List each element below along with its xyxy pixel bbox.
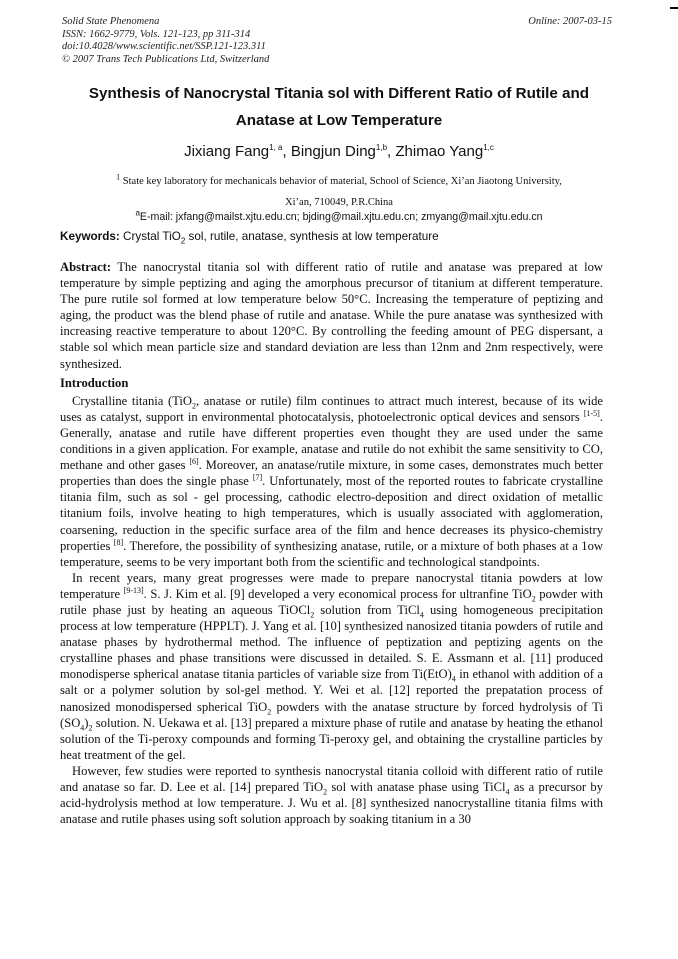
paper-body <box>60 259 603 827</box>
intro-paragraph-3 <box>60 763 603 827</box>
text-run: sol with anatase phase using TiCl <box>327 780 506 794</box>
affiliation <box>60 171 618 213</box>
copyright-line: © 2007 Trans Tech Publications Ltd, Switzerland <box>62 53 270 65</box>
author-separator: , <box>282 143 291 160</box>
subscript: 2 <box>267 707 272 717</box>
page-corner-mark <box>670 7 678 9</box>
subscript: 2 <box>192 401 197 411</box>
keywords <box>60 230 620 246</box>
doi-link[interactable]: doi:10.4028/www.scientific.net/SSP.121-123.311 <box>62 41 266 53</box>
paper-title <box>40 80 638 134</box>
author-affiliation-mark: 1, a <box>269 143 283 152</box>
subscript: 4 <box>451 674 456 684</box>
online-date: Online: 2007-03-15 <box>528 16 612 27</box>
citation[interactable]: [1-5] <box>583 408 600 418</box>
journal-name: Solid State Phenomena <box>62 16 160 27</box>
text-run: powders with the anatase structure by forced hydrolysis of Ti (SO <box>60 699 603 730</box>
text-run: . Moreover, an anatase/rutile mixture, in some cases, demonstrates much better properties than does the single phase <box>60 458 604 489</box>
issn-line: ISSN: 1662-9779, Vols. 121-123, pp 311-314 <box>62 28 251 40</box>
text-run: as a precursor by acid-hydrolysis method at low temperature. J. Wu et al. [8] synthesized nanocrystalline titania films with anatase and rutile phases using soft solution approach by soaking titanium in a 30 <box>60 780 603 827</box>
citation[interactable]: [7] <box>252 473 263 483</box>
abstract-text: The nanocrystal titania sol with different ratio of rutile and anatase was prepared at low temperature by simple peptizing and aging the amorphous precursor of titanium at different temperature. The pure rutile sol formed at low temperature below 50°C. Increasing the temperature of peptizing and aging, the product was the blend phase of rutile and anatase. While the pure anatase was synthesized with increasing reactive temperature to about 120°C. By controlling the feeding amount of PEG dispersant, a stable sol which mean particle size and standard deviation are less than 12nm and 2nm respectively, were synthesized. <box>60 260 603 371</box>
text-run: In recent years, many great progresses were made to prepare nanocrystal titania powders at low temperature <box>60 570 603 601</box>
affiliation-line-1 <box>60 171 618 192</box>
title-line-2: Anatase at Low Temperature <box>235 112 443 129</box>
journal-header <box>62 16 269 66</box>
subscript: 4 <box>419 610 424 620</box>
title-line-1: Synthesis of Nanocrystal Titania sol with Different Ratio of Rutile and <box>88 85 590 102</box>
email-mark: a <box>135 208 140 218</box>
keywords-text: sol, rutile, anatase, synthesis at low temperature <box>185 230 439 243</box>
author-separator: , <box>387 143 396 160</box>
text-run: solution. N. Uekawa et al. [13] prepared a mixture phase of rutile and anatase by heating the ethanol solution of the Ti-peroxy compounds and forming Ti-peroxy gel, and obtaining the crystalline particles by heat treatment of the gel. <box>60 715 603 762</box>
subscript: 2 <box>310 610 315 620</box>
abstract <box>60 259 603 372</box>
affiliation-text: State key laboratory for mechanicals behavior of material, School of Science, Xi’an Jiaotong University, <box>120 176 562 187</box>
text-run: powder with rutile phase just by heating an aqueous TiOCl <box>60 586 603 617</box>
text-run: However, few studies were reported to synthesis nanocrystal titania colloid with different ratio of rutile and anatase so far. D. Lee et al. [14] prepared TiO <box>60 763 603 794</box>
text-run: . S. J. Kim et al. [9] developed a very economical process for ultranfine TiO <box>143 586 532 601</box>
text-run: , anatase or rutile) film continues to attract much interest, because of its wide uses as catalyst, support in environmental photocatalysis, photoelectronic optical devices and sensors <box>60 393 604 424</box>
text-run: Crystalline titania (TiO <box>72 393 193 408</box>
email-addresses[interactable]: E-mail: jxfang@mailst.xjtu.edu.cn; bjding@mail.xjtu.edu.cn; zmyang@mail.xjtu.edu.cn <box>139 211 543 223</box>
subscript: 4 <box>505 787 510 797</box>
section-heading-introduction: Introduction <box>60 375 129 390</box>
citation[interactable]: [9-13] <box>123 585 144 595</box>
abstract-label: Abstract: <box>60 260 112 274</box>
subscript: 2 <box>88 723 93 733</box>
author-affiliation-mark: 1,c <box>483 143 494 152</box>
affiliation-line-2: Xi’an, 710049, P.R.China <box>285 197 393 208</box>
citation[interactable]: [8] <box>113 537 124 547</box>
text-run: ) <box>84 715 89 730</box>
intro-paragraph-2 <box>60 570 603 763</box>
text-run: . Unfortunately, most of the reported routes to fabricate crystalline titania film, such as sol - gel processing, cathodic electro-deposition and direct oxidation of metallic titanium foils, involve heating to high temperatures, which is usually associated with agglomeration, coarsening, reduction in the specific surface area of the film and hence decreases its physico-chemistry properties <box>60 474 604 553</box>
author-name: Jixiang Fang <box>184 143 270 160</box>
text-run: . Therefore, the possibility of synthesizing anatase, rutile, or a mixture of both phases at a 1ow temperature, seems to be very important both from the scientific and technological standpoints. <box>60 538 603 569</box>
subscript: 2 <box>323 787 328 797</box>
subscript: 2 <box>531 594 536 604</box>
subscript: 2 <box>180 236 186 246</box>
subscript: 4 <box>80 723 85 733</box>
author-name: Zhimao Yang <box>395 143 484 160</box>
email-line <box>0 208 678 223</box>
text-run: using homogeneous precipitation process at low temperature (HPPLT). J. Yang et al. [10] synthesized nanosized titania powders of rutile and anatase phases by hydrothermal method. The influence of peptization and peptizing agents on the crystalline phases and phase transitions were discussed in detailed. S. E. Assmann et al. [11] produced monodisperse spherical anatase titania particles of variable size from Ti(EtO) <box>60 602 604 682</box>
affiliation-mark: 1 <box>116 172 121 182</box>
keywords-label: Keywords: <box>60 230 120 243</box>
author-list <box>0 143 678 160</box>
text-run: in ethanol with addition of a salt or a polymer solution by sol-gel method. Y. Wei et al. [12] reported the prepatation process of nanosized monodispersed spherical TiO <box>60 667 604 714</box>
author-name: Bingjun Ding <box>290 143 376 160</box>
keywords-text: Crystal TiO <box>119 230 181 243</box>
text-run: solution from TiCl <box>314 602 420 617</box>
intro-paragraph-1 <box>60 393 603 570</box>
author-affiliation-mark: 1,b <box>375 143 388 152</box>
text-run: . Generally, anatase and rutile have different properties even thought they are used under the same conditions in a given application. For example, anatase and rutile do not exhibit the same sensitivity to CO, methane and other gases <box>60 409 603 473</box>
citation[interactable]: [6] <box>189 456 199 466</box>
